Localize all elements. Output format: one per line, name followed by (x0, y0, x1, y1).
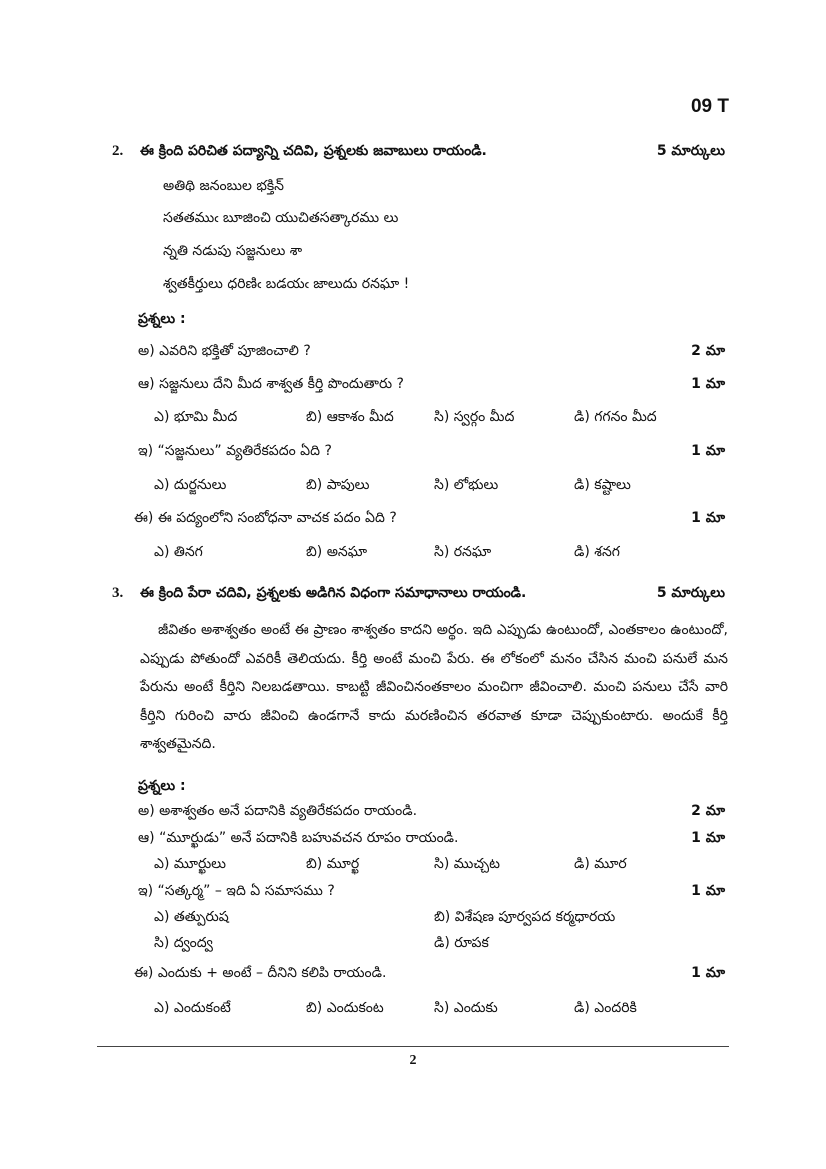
q2-number: 2. (112, 143, 124, 159)
q3-total-marks: 5 మార్కులు (656, 585, 725, 601)
q3-aa-option-d: డి) మూర (574, 856, 627, 872)
q2-total-marks: 5 మార్కులు (656, 143, 725, 159)
q3-ii-question: ఈ) ఎందుకు + అంటే – దీనిని కలిపి రాయండి. (134, 965, 387, 981)
q3-aa-option-a: ఎ) మూర్ఖులు (154, 856, 226, 872)
footer-divider (97, 1046, 729, 1047)
q2-i-option-d: డి) కష్టాలు (574, 477, 631, 493)
q3-ii-option-b: బి) ఎందుకంట (306, 1000, 384, 1016)
q2-i-option-a: ఎ) దుర్జనులు (154, 477, 227, 493)
q3-questions-heading: ప్రశ్నలు : (138, 778, 186, 794)
q2-i-option-b: బి) పాపులు (306, 477, 370, 493)
q3-ii-option-c: సి) ఎందుకు (434, 1000, 498, 1016)
q2-ii-option-a: ఎ) తినగ (154, 544, 203, 560)
poem-line-3: న్నతి నడుపు సజ్జనులు శా (163, 243, 303, 259)
q3-aa-option-b: బి) మూర్ఖ (306, 856, 360, 872)
q2-i-option-c: సి) లోభులు (434, 477, 499, 493)
q2-ii-question: ఈ) ఈ పద్యంలోని సంబోధనా వాచక పదం ఏది ? (134, 510, 397, 526)
page-number: 2 (409, 1053, 417, 1068)
q3-i-marks: 1 మా (691, 883, 725, 899)
q3-aa-marks: 1 మా (691, 830, 725, 846)
q2-aa-option-d: డి) గగనం మీద (574, 409, 657, 425)
q2-i-question: ఇ) “సజ్జనులు” వ్యతిరేకపదం ఏది ? (138, 443, 332, 459)
poem-line-1: అతిథి జనంబుల భక్తిన్ (163, 178, 284, 194)
q3-i-option-d: డి) రూపక (434, 935, 489, 951)
q2-a-marks: 2 మా (691, 343, 725, 359)
poem-line-4: శ్వతకీర్తులు ధరిణిఁ బడయఁ జాలుదు రనఘా ! (163, 276, 410, 292)
q3-aa-question: ఆ) “మూర్ఖుడు” అనే పదానికి బహువచన రూపం రాయండి. (138, 830, 459, 846)
q3-ii-option-d: డి) ఎందరికి (574, 1000, 637, 1016)
q3-a-marks: 2 మా (691, 803, 725, 819)
q2-ii-marks: 1 మా (691, 510, 725, 526)
q2-aa-question: ఆ) సజ్జనులు దేని మీద శాశ్వత కీర్తి పొందుతారు ? (138, 376, 404, 392)
q3-i-option-a: ఎ) తత్పురుష (154, 909, 229, 925)
q2-ii-option-d: డి) శనగ (574, 544, 620, 560)
q3-instruction: ఈ క్రింది పేరా చదివి, ప్రశ్నలకు అడిగిన విధంగా సమాధానాలు రాయండి. (140, 585, 527, 601)
q3-i-question: ఇ) “సత్కర్మ” – ఇది ఏ సమాసము ? (138, 883, 335, 899)
q2-a-question: అ) ఎవరిని భక్తితో పూజించాలి ? (138, 343, 311, 359)
q2-aa-option-b: బి) ఆకాశం మీద (306, 409, 394, 425)
q2-aa-option-a: ఎ) భూమి మీద (154, 409, 238, 425)
q3-i-option-c: సి) ద్వంద్వ (154, 935, 213, 951)
q2-questions-heading: ప్రశ్నలు : (138, 311, 186, 327)
q3-number: 3. (112, 585, 124, 601)
q2-aa-marks: 1 మా (691, 376, 725, 392)
q2-i-marks: 1 మా (691, 443, 725, 459)
q3-ii-marks: 1 మా (691, 965, 725, 981)
page-code: 09 T (690, 96, 729, 117)
q3-aa-option-c: సి) ముచ్చట (434, 856, 500, 872)
q2-instruction: ఈ క్రింది పరిచిత పద్యాన్ని చదివి, ప్రశ్నలకు జవాబులు రాయండి. (140, 143, 487, 159)
q3-passage: జీవితం అశాశ్వతం అంటే ఈ ప్రాణం శాశ్వతం కాదని అర్థం. ఇది ఎప్పుడు ఉంటుందో, ఎంతకాలం ఉంటుందో, ఎప్పుడు పోతుందో ఎవరికీ తెలియదు. కీర్తి అంటే మంచి పేరు. ఈ లోకంలో మనం చేసిన మంచి పనులే మన పేరును అంటే కీర్తిని నిలబడతాయి. కాబట్టి జీవించినంతకాలం మంచిగా జీవించాలి. మంచి పనులు చేసే వారి కీర్తిని గురించి వారు జీవించి ఉండగానే కాదు మరణించిన తరవాత కూడా చెప్పుకుంటారు. అందుకే కీర్తి శాశ్వతమైనది. (140, 622, 728, 753)
q3-i-option-b: బి) విశేషణ పూర్వపద కర్మధారయ (434, 909, 616, 925)
q3-a-question: అ) అశాశ్వతం అనే పదానికి వ్యతిరేకపదం రాయండి. (138, 803, 418, 819)
q2-aa-option-c: సి) స్వర్గం మీద (434, 409, 515, 425)
poem-line-2: సతతముఁ బూజించి యుచితసత్కారము లు (163, 210, 399, 226)
q3-ii-option-a: ఎ) ఎందుకంటే (154, 1000, 231, 1016)
q2-ii-option-b: బి) అనఘా (306, 544, 368, 560)
q2-ii-option-c: సి) రనఘా (434, 544, 492, 560)
